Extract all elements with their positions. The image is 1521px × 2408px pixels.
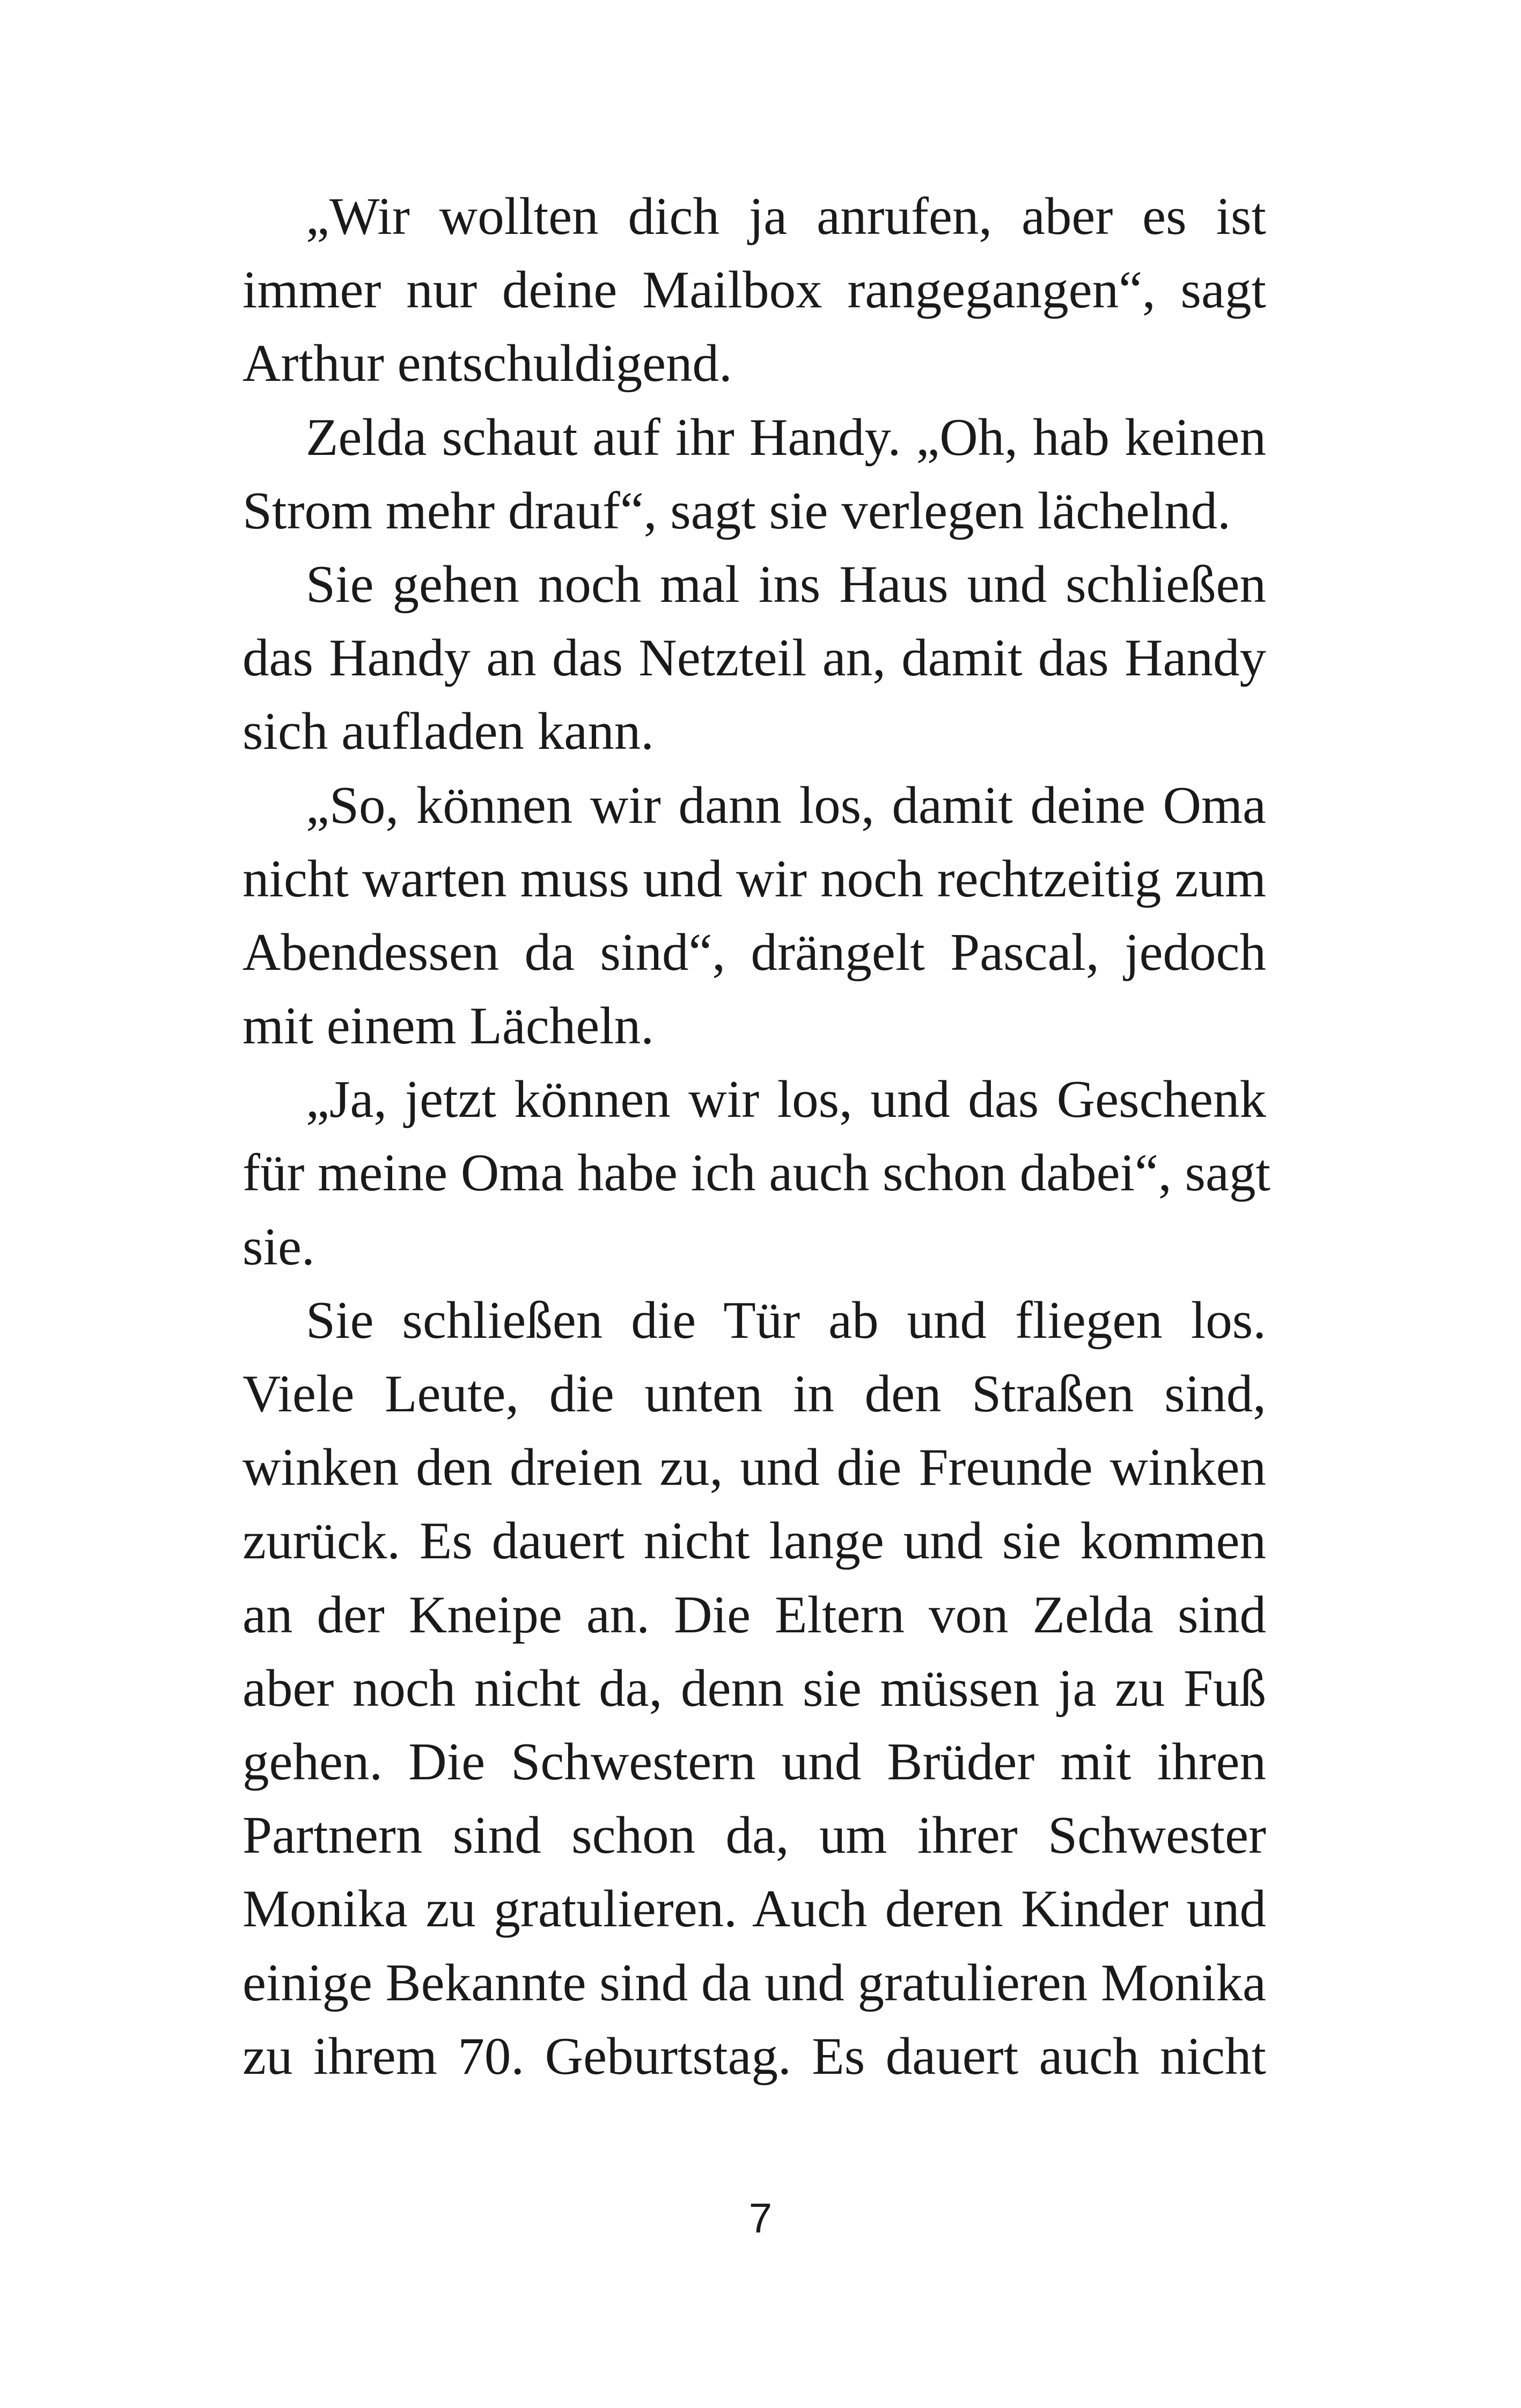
text-line: „So, können wir dann los, damit deine Oma xyxy=(306,776,1266,835)
text-line: „Ja, jetzt können wir los, und das Geschenk xyxy=(306,1070,1266,1129)
paragraph xyxy=(243,769,1266,1063)
text-line: winken den dreien zu, und die Freunde winken xyxy=(243,1438,1266,1497)
paragraph xyxy=(243,180,1266,401)
text-line: einige Bekannte sind da und gratulieren Monika xyxy=(243,1953,1266,2012)
text-line: Zelda schaut auf ihr Handy. „Oh, hab keinen xyxy=(306,408,1266,467)
paragraph xyxy=(243,1284,1266,2093)
text-line: Sie schließen die Tür ab und fliegen los. xyxy=(306,1291,1266,1350)
text-line: immer nur deine Mailbox rangegangen“, sagt xyxy=(243,261,1266,320)
text-line: „Wir wollten dich ja anrufen, aber es ist xyxy=(306,187,1266,246)
text-line: für meine Oma habe ich auch schon dabei“, sagt xyxy=(243,1144,1270,1203)
text-line: aber noch nicht da, denn sie müssen ja zu Fuß xyxy=(243,1659,1266,1718)
paragraph xyxy=(243,548,1266,769)
text-line: das Handy an das Netzteil an, damit das Handy xyxy=(243,629,1266,688)
paragraph xyxy=(243,1063,1270,1284)
text-line: nicht warten muss und wir noch rechtzeitig zum xyxy=(243,849,1266,908)
text-line: Monika zu gratulieren. Auch deren Kinder und xyxy=(243,1880,1266,1939)
text-line: zurück. Es dauert nicht lange und sie kommen xyxy=(243,1512,1266,1571)
text-line: mit einem Lächeln. xyxy=(243,997,654,1056)
paragraph xyxy=(243,401,1266,548)
text-line: Arthur entschuldigend. xyxy=(243,334,732,393)
text-line: sich aufladen kann. xyxy=(243,702,654,761)
body-text xyxy=(243,180,1270,2093)
text-line: gehen. Die Schwestern und Brüder mit ihren xyxy=(243,1732,1266,1791)
page-number: 7 xyxy=(748,2195,773,2242)
text-line: Abendessen da sind“, drängelt Pascal, jedoch xyxy=(243,923,1266,982)
text-line: Partnern sind schon da, um ihrer Schwester xyxy=(243,1806,1266,1865)
text-line: an der Kneipe an. Die Eltern von Zelda sind xyxy=(243,1585,1266,1644)
text-line: sie. xyxy=(243,1217,315,1276)
text-line: Strom mehr drauf“, sagt sie verlegen lächelnd. xyxy=(243,481,1231,540)
text-line: Viele Leute, die unten in den Straßen sind, xyxy=(243,1365,1266,1423)
text-line: Sie gehen noch mal ins Haus und schließen xyxy=(306,555,1266,614)
text-line: zu ihrem 70. Geburtstag. Es dauert auch nicht xyxy=(243,2027,1266,2086)
